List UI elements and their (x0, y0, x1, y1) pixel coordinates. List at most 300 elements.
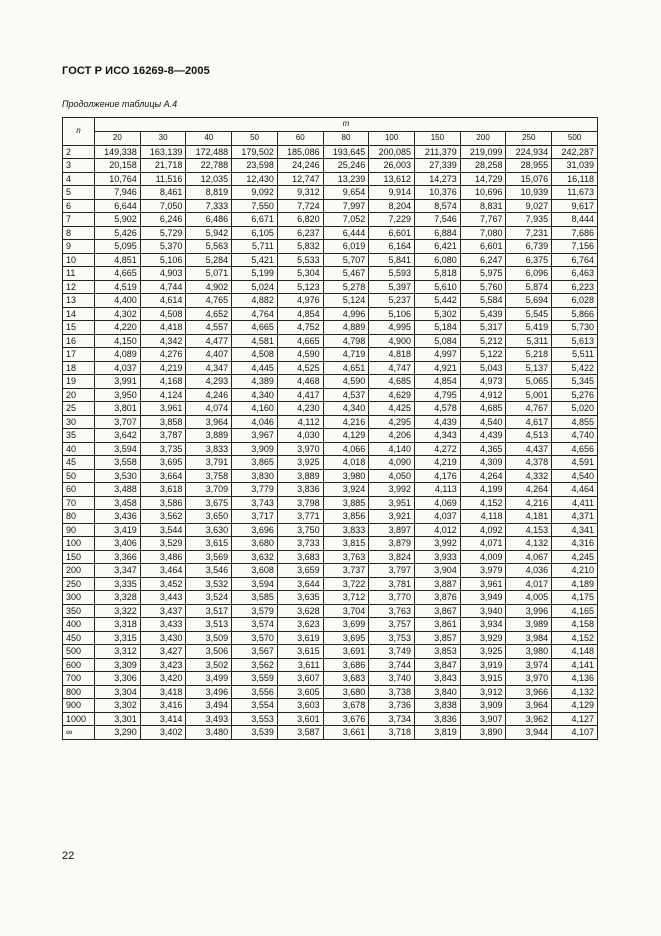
critical-value-cell: 3,940 (460, 604, 506, 618)
table-row (63, 307, 598, 321)
table-row (63, 456, 598, 470)
critical-value-cell: 3,306 (95, 672, 141, 686)
critical-value-cell: 5,610 (415, 280, 461, 294)
critical-value-cell: 4,740 (552, 429, 598, 443)
n-value-cell: 300 (63, 591, 95, 605)
critical-value-cell: 3,738 (369, 685, 415, 699)
critical-value-cell: 13,612 (369, 172, 415, 186)
critical-value-cell: 3,861 (415, 618, 461, 632)
critical-value-cell: 28,258 (460, 159, 506, 173)
critical-value-cell: 5,084 (415, 334, 461, 348)
critical-value-cell: 4,343 (415, 429, 461, 443)
critical-value-cell: 193,645 (323, 145, 369, 159)
critical-value-cell: 5,302 (415, 307, 461, 321)
critical-value-cell: 3,328 (95, 591, 141, 605)
critical-value-cell: 3,464 (140, 564, 186, 578)
table-row (63, 172, 598, 186)
critical-value-cell: 3,615 (186, 537, 232, 551)
n-value-cell: 150 (63, 550, 95, 564)
critical-value-cell: 27,339 (415, 159, 461, 173)
critical-value-cell: 4,341 (552, 523, 598, 537)
critical-value-cell: 3,513 (186, 618, 232, 632)
critical-value-cell: 6,096 (506, 267, 552, 281)
table-row (63, 361, 598, 375)
n-value-cell: 15 (63, 321, 95, 335)
n-value-cell: 8 (63, 226, 95, 240)
critical-value-cell: 3,675 (186, 496, 232, 510)
critical-value-cell: 3,915 (460, 672, 506, 686)
table-row (63, 402, 598, 416)
critical-value-cell: 4,591 (552, 456, 598, 470)
critical-value-cell: 4,264 (506, 483, 552, 497)
n-value-cell: ∞ (63, 726, 95, 740)
critical-value-cell: 4,407 (186, 348, 232, 362)
critical-value-cell: 3,603 (277, 699, 323, 713)
critical-value-cell: 3,585 (232, 591, 278, 605)
critical-value-cell: 3,964 (186, 415, 232, 429)
critical-value-cell: 4,136 (552, 672, 598, 686)
critical-value-cell: 3,885 (323, 496, 369, 510)
critical-value-cell: 3,909 (460, 699, 506, 713)
critical-value-cell: 5,095 (95, 240, 141, 254)
critical-value-cell: 3,736 (369, 699, 415, 713)
critical-value-cell: 4,889 (323, 321, 369, 335)
critical-value-cell: 3,733 (277, 537, 323, 551)
critical-value-cell: 3,430 (140, 631, 186, 645)
m-value-header: 80 (323, 132, 369, 146)
n-value-cell: 16 (63, 334, 95, 348)
critical-value-cell: 4,418 (140, 321, 186, 335)
critical-value-cell: 12,747 (277, 172, 323, 186)
critical-value-cell: 4,316 (552, 537, 598, 551)
critical-value-cell: 3,544 (140, 523, 186, 537)
critical-value-cell: 26,003 (369, 159, 415, 173)
n-value-cell: 19 (63, 375, 95, 389)
critical-value-cell: 3,964 (506, 699, 552, 713)
critical-value-cell: 211,379 (415, 145, 461, 159)
m-values-row (63, 132, 598, 146)
critical-value-cell: 4,152 (552, 631, 598, 645)
critical-value-cell: 3,989 (506, 618, 552, 632)
critical-value-cell: 3,458 (95, 496, 141, 510)
critical-value-cell: 3,980 (323, 469, 369, 483)
critical-value-cell: 7,050 (140, 199, 186, 213)
critical-value-cell: 3,907 (460, 712, 506, 726)
critical-value-cell: 3,707 (95, 415, 141, 429)
critical-value-cell: 3,970 (277, 442, 323, 456)
critical-value-cell: 5,199 (232, 267, 278, 281)
critical-value-cell: 4,378 (506, 456, 552, 470)
critical-value-cell: 4,767 (506, 402, 552, 416)
critical-value-cell: 4,752 (277, 321, 323, 335)
critical-value-cell: 3,787 (140, 429, 186, 443)
critical-value-cell: 3,879 (369, 537, 415, 551)
critical-value-cell: 3,924 (323, 483, 369, 497)
critical-value-cell: 3,502 (186, 658, 232, 672)
critical-value-cell: 4,851 (95, 253, 141, 267)
table-row (63, 712, 598, 726)
critical-value-cell: 3,904 (415, 564, 461, 578)
critical-value-cell: 3,921 (369, 510, 415, 524)
critical-value-cell: 3,644 (277, 577, 323, 591)
critical-value-cell: 6,421 (415, 240, 461, 254)
critical-value-cell: 3,763 (323, 550, 369, 564)
critical-value-cell: 4,092 (460, 523, 506, 537)
critical-value-cell: 3,680 (323, 685, 369, 699)
critical-value-cell: 4,332 (506, 469, 552, 483)
critical-value-cell: 4,018 (323, 456, 369, 470)
critical-value-cell: 13,239 (323, 172, 369, 186)
critical-value-cell: 3,929 (460, 631, 506, 645)
critical-value-cell: 3,717 (232, 510, 278, 524)
critical-value-cell: 3,530 (95, 469, 141, 483)
n-value-cell: 450 (63, 631, 95, 645)
critical-value-cell: 4,141 (552, 658, 598, 672)
critical-value-cell: 3,925 (277, 456, 323, 470)
critical-value-cell: 149,338 (95, 145, 141, 159)
critical-value-cell: 4,798 (323, 334, 369, 348)
table-row (63, 267, 598, 281)
n-value-cell: 600 (63, 658, 95, 672)
critical-value-cell: 6,463 (552, 267, 598, 281)
critical-value-cell: 3,966 (506, 685, 552, 699)
n-value-cell: 800 (63, 685, 95, 699)
critical-value-cell: 4,124 (140, 388, 186, 402)
critical-value-cell: 3,890 (460, 726, 506, 740)
critical-value-cell: 10,764 (95, 172, 141, 186)
critical-value-cell: 11,516 (140, 172, 186, 186)
critical-value-cell: 3,664 (140, 469, 186, 483)
critical-value-cell: 3,406 (95, 537, 141, 551)
critical-value-cell: 3,524 (186, 591, 232, 605)
critical-value-cell: 3,709 (186, 483, 232, 497)
critical-value-cell: 3,650 (186, 510, 232, 524)
critical-value-cell: 3,858 (140, 415, 186, 429)
n-value-cell: 7 (63, 213, 95, 227)
critical-value-cell: 4,665 (232, 321, 278, 335)
critical-value-cell: 4,129 (552, 699, 598, 713)
critical-value-cell: 6,246 (140, 213, 186, 227)
critical-value-cell: 9,027 (506, 199, 552, 213)
critical-value-cell: 3,290 (95, 726, 141, 740)
critical-value-cell: 4,216 (323, 415, 369, 429)
critical-value-cell: 3,301 (95, 712, 141, 726)
table-row (63, 253, 598, 267)
critical-value-cell: 5,533 (277, 253, 323, 267)
table-row (63, 429, 598, 443)
critical-value-cell: 4,744 (140, 280, 186, 294)
critical-value-cell: 4,665 (95, 267, 141, 281)
critical-value-cell: 9,654 (323, 186, 369, 200)
critical-value-cell: 3,678 (323, 699, 369, 713)
critical-value-cell: 4,309 (460, 456, 506, 470)
table-row (63, 685, 598, 699)
critical-value-cell: 4,365 (460, 442, 506, 456)
critical-value-cell: 5,124 (323, 294, 369, 308)
critical-value-cell: 3,499 (186, 672, 232, 686)
critical-value-cell: 3,420 (140, 672, 186, 686)
critical-value-cell: 4,189 (552, 577, 598, 591)
critical-value-cell: 24,246 (277, 159, 323, 173)
critical-value-cell: 4,685 (369, 375, 415, 389)
critical-value-cell: 4,347 (186, 361, 232, 375)
critical-value-cell: 3,734 (369, 712, 415, 726)
critical-value-cell: 7,546 (415, 213, 461, 227)
critical-value-cell: 5,563 (186, 240, 232, 254)
critical-value-cell: 4,652 (186, 307, 232, 321)
critical-value-cell: 3,496 (186, 685, 232, 699)
critical-value-cell: 3,758 (186, 469, 232, 483)
critical-value-cell: 4,765 (186, 294, 232, 308)
critical-value-cell: 6,671 (232, 213, 278, 227)
document-title: ГОСТ Р ИСО 16269-8—2005 (62, 65, 210, 77)
critical-value-cell: 3,833 (186, 442, 232, 456)
critical-value-cell: 5,613 (552, 334, 598, 348)
critical-value-cell: 4,371 (552, 510, 598, 524)
critical-value-cell: 6,884 (415, 226, 461, 240)
critical-value-cell: 6,164 (369, 240, 415, 254)
critical-value-cell: 3,315 (95, 631, 141, 645)
n-value-cell: 10 (63, 253, 95, 267)
n-value-cell: 100 (63, 537, 95, 551)
table-row (63, 618, 598, 632)
critical-value-cell: 3,553 (232, 712, 278, 726)
critical-value-cell: 3,546 (186, 564, 232, 578)
critical-value-cell: 3,691 (323, 645, 369, 659)
critical-value-cell: 6,375 (506, 253, 552, 267)
critical-value-cell: 4,176 (415, 469, 461, 483)
critical-value-cell: 5,584 (460, 294, 506, 308)
critical-value-cell: 6,080 (415, 253, 461, 267)
critical-value-cell: 3,335 (95, 577, 141, 591)
critical-value-cell: 242,287 (552, 145, 598, 159)
critical-value-cell: 5,278 (323, 280, 369, 294)
critical-value-cell: 3,912 (460, 685, 506, 699)
table-row (63, 469, 598, 483)
critical-value-cell: 5,137 (506, 361, 552, 375)
critical-value-cell: 4,581 (232, 334, 278, 348)
table-row (63, 294, 598, 308)
critical-value-cell: 4,199 (460, 483, 506, 497)
critical-value-cell: 4,158 (552, 618, 598, 632)
critical-value-cell: 7,767 (460, 213, 506, 227)
n-value-cell: 20 (63, 388, 95, 402)
critical-value-cell: 9,617 (552, 199, 598, 213)
critical-value-cell: 5,184 (415, 321, 461, 335)
critical-value-cell: 4,069 (415, 496, 461, 510)
critical-value-cell: 3,309 (95, 658, 141, 672)
critical-value-cell: 3,628 (277, 604, 323, 618)
n-value-cell: 13 (63, 294, 95, 308)
table-row (63, 388, 598, 402)
critical-value-cell: 4,417 (277, 388, 323, 402)
critical-value-cell: 4,230 (277, 402, 323, 416)
critical-value-cell: 4,477 (186, 334, 232, 348)
critical-value-cell: 3,840 (415, 685, 461, 699)
critical-value-cell: 3,712 (323, 591, 369, 605)
critical-value-cell: 4,513 (506, 429, 552, 443)
critical-value-cell: 3,608 (232, 564, 278, 578)
critical-value-cell: 5,071 (186, 267, 232, 281)
critical-value-cell: 4,165 (552, 604, 598, 618)
table-row (63, 348, 598, 362)
critical-value-cell: 5,024 (232, 280, 278, 294)
critical-value-cell: 3,791 (186, 456, 232, 470)
critical-value-cell: 4,220 (95, 321, 141, 335)
critical-value-cell: 4,921 (415, 361, 461, 375)
critical-value-cell: 6,601 (460, 240, 506, 254)
critical-value-cell: 4,276 (140, 348, 186, 362)
critical-value-cell: 5,593 (369, 267, 415, 281)
critical-value-cell: 4,995 (369, 321, 415, 335)
critical-value-cell: 3,619 (277, 631, 323, 645)
critical-value-cell: 3,562 (140, 510, 186, 524)
critical-value-cell: 3,961 (460, 577, 506, 591)
critical-value-cell: 3,830 (232, 469, 278, 483)
critical-value-cell: 3,436 (95, 510, 141, 524)
critical-value-cell: 14,273 (415, 172, 461, 186)
table-row (63, 186, 598, 200)
critical-value-cell: 4,219 (140, 361, 186, 375)
critical-value-cell: 5,106 (140, 253, 186, 267)
table-row (63, 726, 598, 740)
critical-value-cell: 4,525 (277, 361, 323, 375)
critical-value-cell: 3,925 (460, 645, 506, 659)
critical-value-cell: 3,586 (140, 496, 186, 510)
critical-value-cell: 9,092 (232, 186, 278, 200)
critical-value-cell: 3,539 (232, 726, 278, 740)
critical-value-cell: 6,601 (369, 226, 415, 240)
critical-value-cell: 4,210 (552, 564, 598, 578)
critical-value-cell: 7,156 (552, 240, 598, 254)
table-row (63, 658, 598, 672)
critical-value-cell: 4,882 (232, 294, 278, 308)
critical-value-cell: 6,019 (323, 240, 369, 254)
critical-value-cell: 4,181 (506, 510, 552, 524)
critical-value-cell: 3,962 (506, 712, 552, 726)
table-row (63, 321, 598, 335)
critical-value-cell: 4,246 (186, 388, 232, 402)
critical-value-cell: 4,996 (323, 307, 369, 321)
critical-value-cell: 3,558 (95, 456, 141, 470)
critical-value-cell: 3,996 (506, 604, 552, 618)
critical-value-cell: 4,132 (506, 537, 552, 551)
critical-value-cell: 4,389 (232, 375, 278, 389)
critical-value-cell: 3,509 (186, 631, 232, 645)
critical-value-cell: 4,160 (232, 402, 278, 416)
critical-value-cell: 5,426 (95, 226, 141, 240)
critical-value-cell: 5,284 (186, 253, 232, 267)
critical-value-cell: 4,617 (506, 415, 552, 429)
critical-value-cell: 8,444 (552, 213, 598, 227)
critical-value-cell: 185,086 (277, 145, 323, 159)
critical-value-cell: 5,043 (460, 361, 506, 375)
critical-value-cell: 3,567 (232, 645, 278, 659)
critical-value-cell: 3,402 (140, 726, 186, 740)
critical-value-cell: 3,750 (277, 523, 323, 537)
critical-value-cell: 3,452 (140, 577, 186, 591)
critical-value-cell: 4,153 (506, 523, 552, 537)
critical-value-cell: 172,488 (186, 145, 232, 159)
critical-value-cell: 4,118 (460, 510, 506, 524)
critical-value-cell: 4,046 (232, 415, 278, 429)
critical-value-cell: 3,737 (323, 564, 369, 578)
critical-value-cell: 4,900 (369, 334, 415, 348)
critical-value-cell: 4,854 (277, 307, 323, 321)
critical-value-cell: 3,781 (369, 577, 415, 591)
n-value-cell: 2 (63, 145, 95, 159)
critical-value-cell: 4,132 (552, 685, 598, 699)
critical-value-cell: 4,245 (552, 550, 598, 564)
critical-value-cell: 7,231 (506, 226, 552, 240)
critical-value-cell: 4,540 (460, 415, 506, 429)
critical-value-cell: 3,992 (369, 483, 415, 497)
critical-value-cell: 3,843 (415, 672, 461, 686)
table-row (63, 537, 598, 551)
critical-value-cell: 3,951 (369, 496, 415, 510)
table-row (63, 577, 598, 591)
critical-value-cell: 5,123 (277, 280, 323, 294)
critical-value-cell: 4,912 (460, 388, 506, 402)
table-row (63, 604, 598, 618)
m-value-header: 200 (460, 132, 506, 146)
n-value-cell: 500 (63, 645, 95, 659)
critical-value-cell: 3,683 (277, 550, 323, 564)
m-value-header: 250 (506, 132, 552, 146)
m-value-header: 20 (95, 132, 141, 146)
m-value-header: 100 (369, 132, 415, 146)
critical-value-cell: 4,340 (323, 402, 369, 416)
critical-value-cell: 3,984 (506, 631, 552, 645)
critical-value-cell: 5,467 (323, 267, 369, 281)
n-value-cell: 3 (63, 159, 95, 173)
table-row (63, 375, 598, 389)
critical-value-cell: 3,312 (95, 645, 141, 659)
critical-value-cell: 3,686 (323, 658, 369, 672)
critical-value-cell: 3,933 (415, 550, 461, 564)
critical-value-cell: 5,760 (460, 280, 506, 294)
critical-value-cell: 4,071 (460, 537, 506, 551)
n-value-cell: 25 (63, 402, 95, 416)
critical-value-cell: 3,630 (186, 523, 232, 537)
n-value-cell: 70 (63, 496, 95, 510)
critical-value-cell: 3,623 (277, 618, 323, 632)
table-row (63, 699, 598, 713)
critical-value-cell: 7,229 (369, 213, 415, 227)
critical-value-cell: 4,425 (369, 402, 415, 416)
critical-value-cell: 7,724 (277, 199, 323, 213)
critical-value-cell: 3,934 (460, 618, 506, 632)
table-row (63, 496, 598, 510)
critical-value-cell: 5,545 (506, 307, 552, 321)
m-value-header: 60 (277, 132, 323, 146)
critical-value-cell: 8,831 (460, 199, 506, 213)
critical-value-cell: 3,836 (277, 483, 323, 497)
critical-value-cell: 3,494 (186, 699, 232, 713)
critical-value-cell: 4,037 (415, 510, 461, 524)
critical-value-cell: 3,974 (506, 658, 552, 672)
critical-value-cell: 4,216 (506, 496, 552, 510)
critical-value-cell: 4,036 (506, 564, 552, 578)
critical-value-cell: 4,168 (140, 375, 186, 389)
critical-value-cell: 22,788 (186, 159, 232, 173)
critical-value-cell: 3,909 (232, 442, 278, 456)
table-row (63, 591, 598, 605)
critical-value-cell: 3,743 (232, 496, 278, 510)
critical-value-cell: 3,718 (369, 726, 415, 740)
critical-value-cell: 4,557 (186, 321, 232, 335)
critical-value-cell: 4,997 (415, 348, 461, 362)
